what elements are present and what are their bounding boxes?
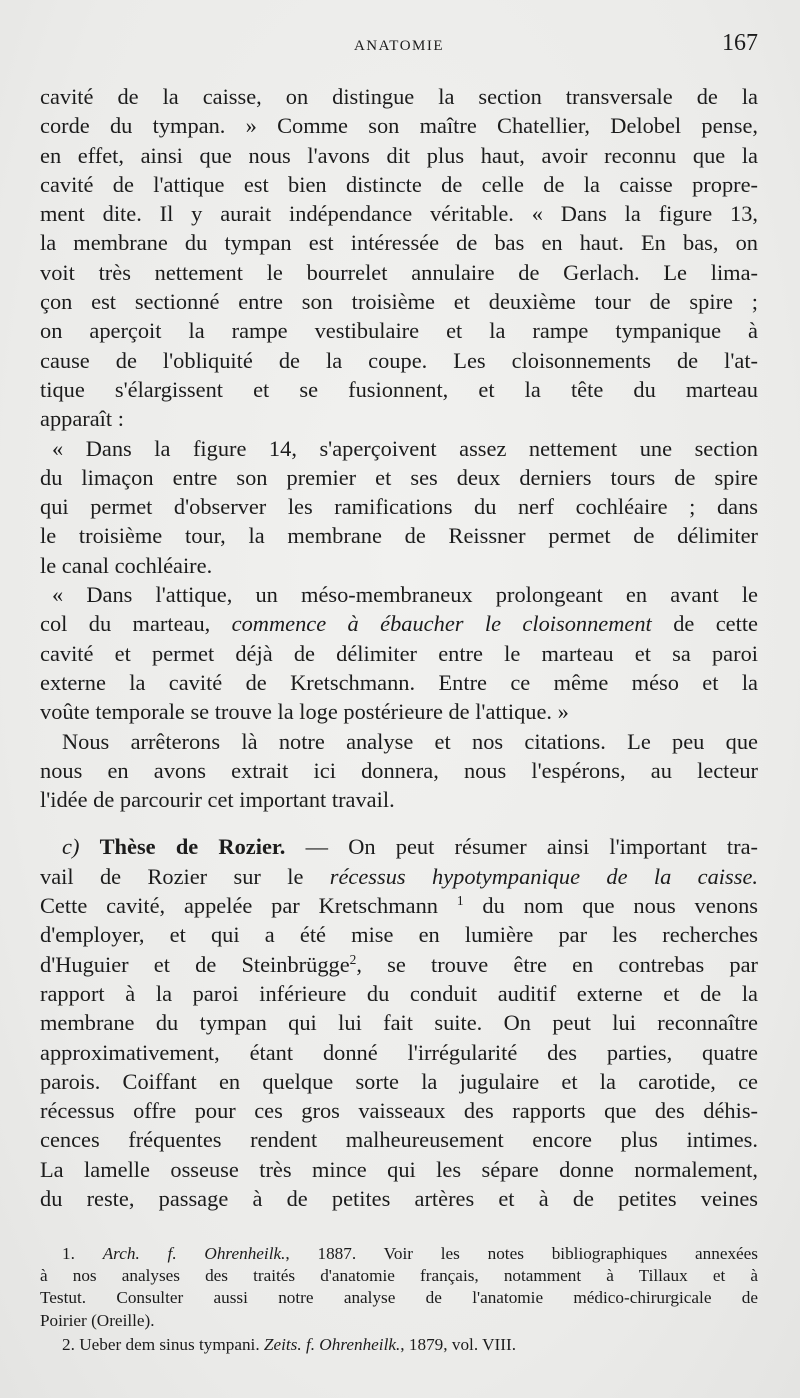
text-line <box>40 891 758 920</box>
text-line: qui permet d'observer les ramifications du nerf cochléaire ; dans <box>40 494 758 520</box>
italic-phrase: récessus hypotympanique de la caisse. <box>329 863 758 889</box>
text-line: d'employer, et qui a été mise en lumière par les recherches <box>40 922 758 948</box>
text-segment: de cette <box>673 611 758 637</box>
text-line: on aperçoit la rampe vestibulaire et la rampe tympanique à <box>40 318 758 344</box>
text-line: parois. Coiffant en quelque sorte la jugulaire et la carotide, ce <box>40 1068 758 1094</box>
footnote-number: 1. <box>62 1244 75 1263</box>
text-line <box>40 862 758 891</box>
italic-phrase: commence à ébaucher le cloisonnement <box>231 611 652 637</box>
section-letter: c) <box>62 834 80 860</box>
text-line: en effet, ainsi que nous l'avons dit plus haut, avoir reconnu que la <box>40 142 758 168</box>
footnote-line: Testut. Consulter aussi notre analyse de l'anatomie médico-chirurgicale de <box>40 1288 758 1308</box>
text-line: voûte temporale se trouve la loge postérieure de l'attique. » <box>40 699 569 725</box>
text-line: cences fréquentes rendent malheureusement encore plus intimes. <box>40 1127 758 1153</box>
text-segment: 2. Ueber dem sinus tympani. <box>62 1334 260 1354</box>
text-line: la membrane du tympan est intéressée de bas en haut. En bas, on <box>40 230 758 256</box>
text-line: cavité de l'attique est bien distincte de celle de la caisse propre- <box>40 171 758 197</box>
body-text <box>40 82 758 1213</box>
text-line: apparaît : <box>40 406 124 432</box>
section-heading-line <box>40 832 758 861</box>
section-title: Thèse de Rozier. <box>99 834 286 860</box>
text-line: le troisième tour, la membrane de Reissner permet de délimiter <box>40 523 758 549</box>
text-line: La lamelle osseuse très mince qui les sépare donne normalement, <box>40 1156 758 1182</box>
text-line: cause de l'obliquité de la coupe. Les cloisonnements de l'at- <box>40 347 758 373</box>
text-line: Nous arrêterons là notre analyse et nos citations. Le peu que <box>62 728 758 754</box>
text-segment: Cette cavité, appelée par Kretschmann <box>40 893 438 919</box>
text-line: nous en avons extrait ici donnera, nous l'espérons, au lecteur <box>40 757 758 783</box>
text-line: rapport à la paroi inférieure du conduit auditif externe et de la <box>40 980 758 1006</box>
text-line: le canal cochléaire. <box>40 552 213 578</box>
text-line: çon est sectionné entre son troisième et deuxième tour de spire ; <box>40 289 758 315</box>
text-line: corde du tympan. » Comme son maître Chatellier, Delobel pense, <box>40 113 758 139</box>
text-line <box>40 609 758 638</box>
text-line: l'idée de parcourir cet important travail. <box>40 787 395 813</box>
footnote-ref-1[interactable]: 1 <box>456 892 464 908</box>
text-line: membrane du tympan qui lui fait suite. On peut lui reconnaître <box>40 1010 758 1036</box>
text-segment: du nom que nous venons <box>482 893 758 919</box>
footnote-line: à nos analyses des traités d'anatomie français, notamment à Tillaux et à <box>40 1266 758 1286</box>
text-line: voit très nettement le bourrelet annulaire de Gerlach. Le lima- <box>40 259 758 285</box>
text-line: cavité de la caisse, on distingue la section transversale de la <box>40 84 758 109</box>
journal-title: Arch. f. Ohrenheilk. <box>102 1244 286 1263</box>
text-segment: — On peut résumer ainsi l'important tra- <box>305 834 758 860</box>
running-head: ANATOMIE <box>353 38 445 54</box>
journal-title: Zeits. f. Ohrenheilk. <box>263 1334 401 1354</box>
text-segment: vail de Rozier sur le <box>40 863 304 889</box>
text-line: ment dite. Il y aurait indépendance véritable. « Dans la figure 13, <box>40 201 758 227</box>
text-segment: , se trouve être en contrebas par <box>356 951 758 977</box>
text-line: du reste, passage à de petites artères et à de petites veines <box>40 1185 758 1211</box>
text-line: cavité et permet déjà de délimiter entre le marteau et sa paroi <box>40 640 758 666</box>
text-segment: , 1887. Voir les notes bibliographiques annexées <box>285 1244 759 1263</box>
footnote-ref-2[interactable]: 2 <box>349 951 357 967</box>
text-segment: d'Huguier et de Steinbrügge <box>40 951 350 977</box>
text-line: « Dans la figure 14, s'aperçoivent assez nettement une section <box>52 435 758 461</box>
text-segment: , 1879, vol. VIII. <box>400 1334 516 1354</box>
footnote-line: Poirier (Oreille). <box>40 1310 155 1330</box>
text-line: du limaçon entre son premier et ses deux derniers tours de spire <box>40 464 758 490</box>
text-line: approximativement, étant donné l'irrégularité des parties, quatre <box>40 1039 758 1065</box>
page-number: 167 <box>722 30 758 56</box>
footnote-1 <box>40 1243 758 1265</box>
text-line <box>40 950 758 979</box>
text-line: tique s'élargissent et se fusionnent, et la tête du marteau <box>40 376 758 402</box>
page-header <box>40 30 758 64</box>
section-gap <box>40 814 758 832</box>
footnotes <box>40 1243 758 1356</box>
text-line: récessus offre pour ces gros vaisseaux des rapports que des déhis- <box>40 1098 758 1124</box>
text-line: externe la cavité de Kretschmann. Entre ce même méso et la <box>40 669 758 695</box>
text-line: « Dans l'attique, un méso-membraneux prolongeant en avant le <box>52 582 758 608</box>
footnote-2 <box>40 1334 758 1356</box>
text-segment: col du marteau, <box>40 611 211 637</box>
